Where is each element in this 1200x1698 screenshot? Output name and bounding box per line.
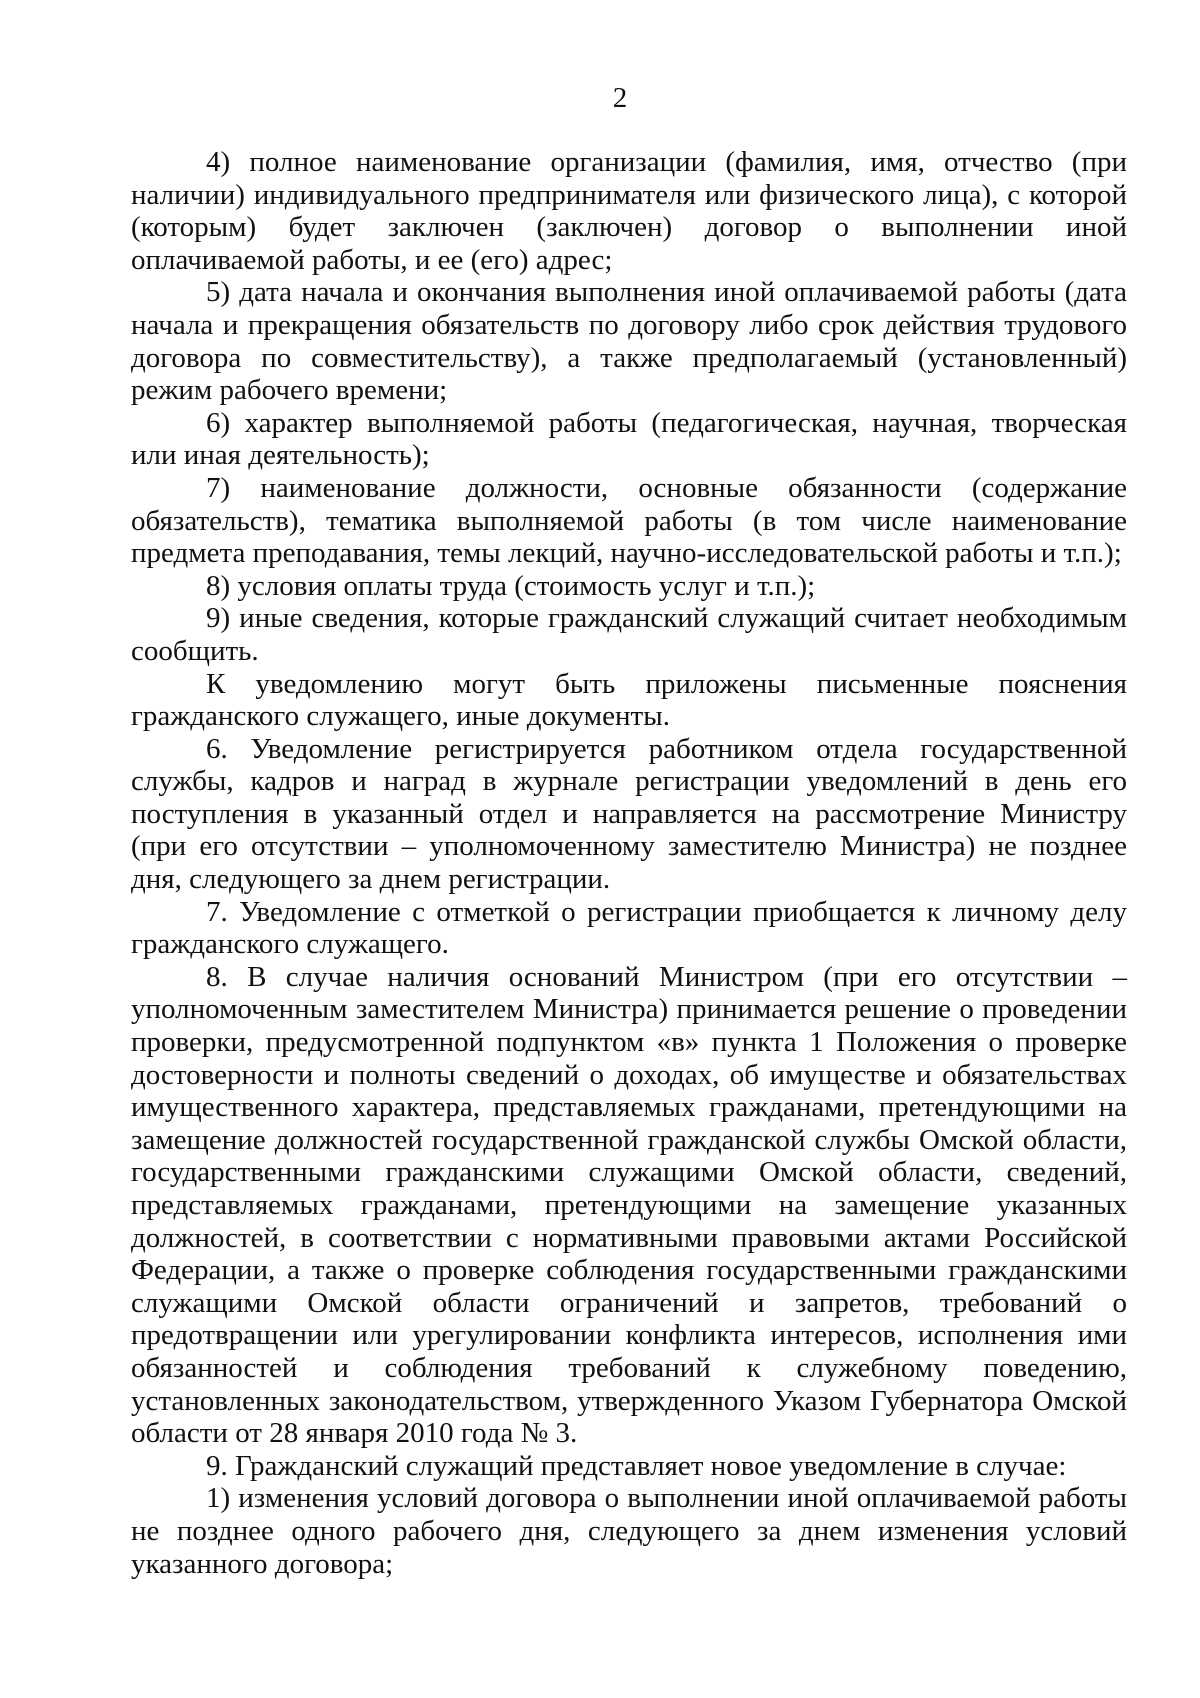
paragraph-section-6: 6. Уведомление регистрируется работником отдела государственной службы, кадров и наград в журнале регистрации уведомлений в день его поступления в указанный отдел и направляется на рассмотрение Министру (при его отсутствии – уполномоченному заместителю Министра) не позднее дня, следующего за днем регистрации.	[131, 732, 1127, 896]
page-number: 2	[612, 82, 628, 114]
paragraph-item-6: 6) характер выполняемой работы (педагогическая, научная, творческая или иная деятельность);	[131, 406, 1127, 472]
paragraph-item-5: 5) дата начала и окончания выполнения иной оплачиваемой работы (дата начала и прекращения обязательств по договору либо срок действия трудового договора по совместительству), а также предполагаемый (установленный) режим рабочего времени;	[131, 276, 1127, 407]
paragraph-item-4: 4) полное наименование организации (фамилия, имя, отчество (при наличии) индивидуального предпринимателя или физического лица), с которой (которым) будет заключен (заключен) договор о выполнении иной оплачиваемой работы, и ее (его) адрес;	[131, 146, 1127, 276]
paragraph-item-7: 7) наименование должности, основные обязанности (содержание обязательств), тематика выполняемой работы (в том числе наименование предмета преподавания, темы лекций, научно-исследовательской работы и т.п.);	[131, 471, 1127, 570]
paragraph-section-9: 9. Гражданский служащий представляет новое уведомление в случае:	[206, 1449, 1067, 1482]
paragraph-attachments: К уведомлению могут быть приложены письменные пояснения гражданского служащего, иные документы.	[131, 667, 1127, 733]
paragraph-subitem-1: 1) изменения условий договора о выполнении иной оплачиваемой работы не позднее одного рабочего дня, следующего за днем изменения условий указанного договора;	[131, 1482, 1127, 1580]
paragraph-item-8: 8) условия оплаты труда (стоимость услуг и т.п.);	[206, 569, 816, 602]
paragraph-section-7: 7. Уведомление с отметкой о регистрации приобщается к личному делу гражданского служащего.	[131, 895, 1127, 961]
paragraph-item-9: 9) иные сведения, которые гражданский служащий считает необходимым сообщить.	[131, 602, 1127, 667]
paragraph-section-8: 8. В случае наличия оснований Министром (при его отсутствии – уполномоченным заместителем Министра) принимается решение о проведении проверки, предусмотренной подпунктом «в» пункта 1 Положения о проверке достоверности и полноты сведений о доходах, об имуществе и обязательствах имущественного характера, представляемых гражданами, претендующими на замещение должностей государственной гражданской службы Омской области, государственными гражданскими служащими Омской области, сведений, представляемых гражданами, претендующими на замещение указанных должностей, в соответствии с нормативными правовыми актами Российской Федерации, а также о проверке соблюдения государственными гражданскими служащими Омской области ограничений и запретов, требований о предотвращении или урегулировании конфликта интересов, исполнения ими обязанностей и соблюдения требований к служебному поведению, установленных законодательством, утвержденного Указом Губернатора Омской области от 28 января 2010 года № 3.	[131, 960, 1127, 1450]
document-body	[131, 146, 1127, 1580]
